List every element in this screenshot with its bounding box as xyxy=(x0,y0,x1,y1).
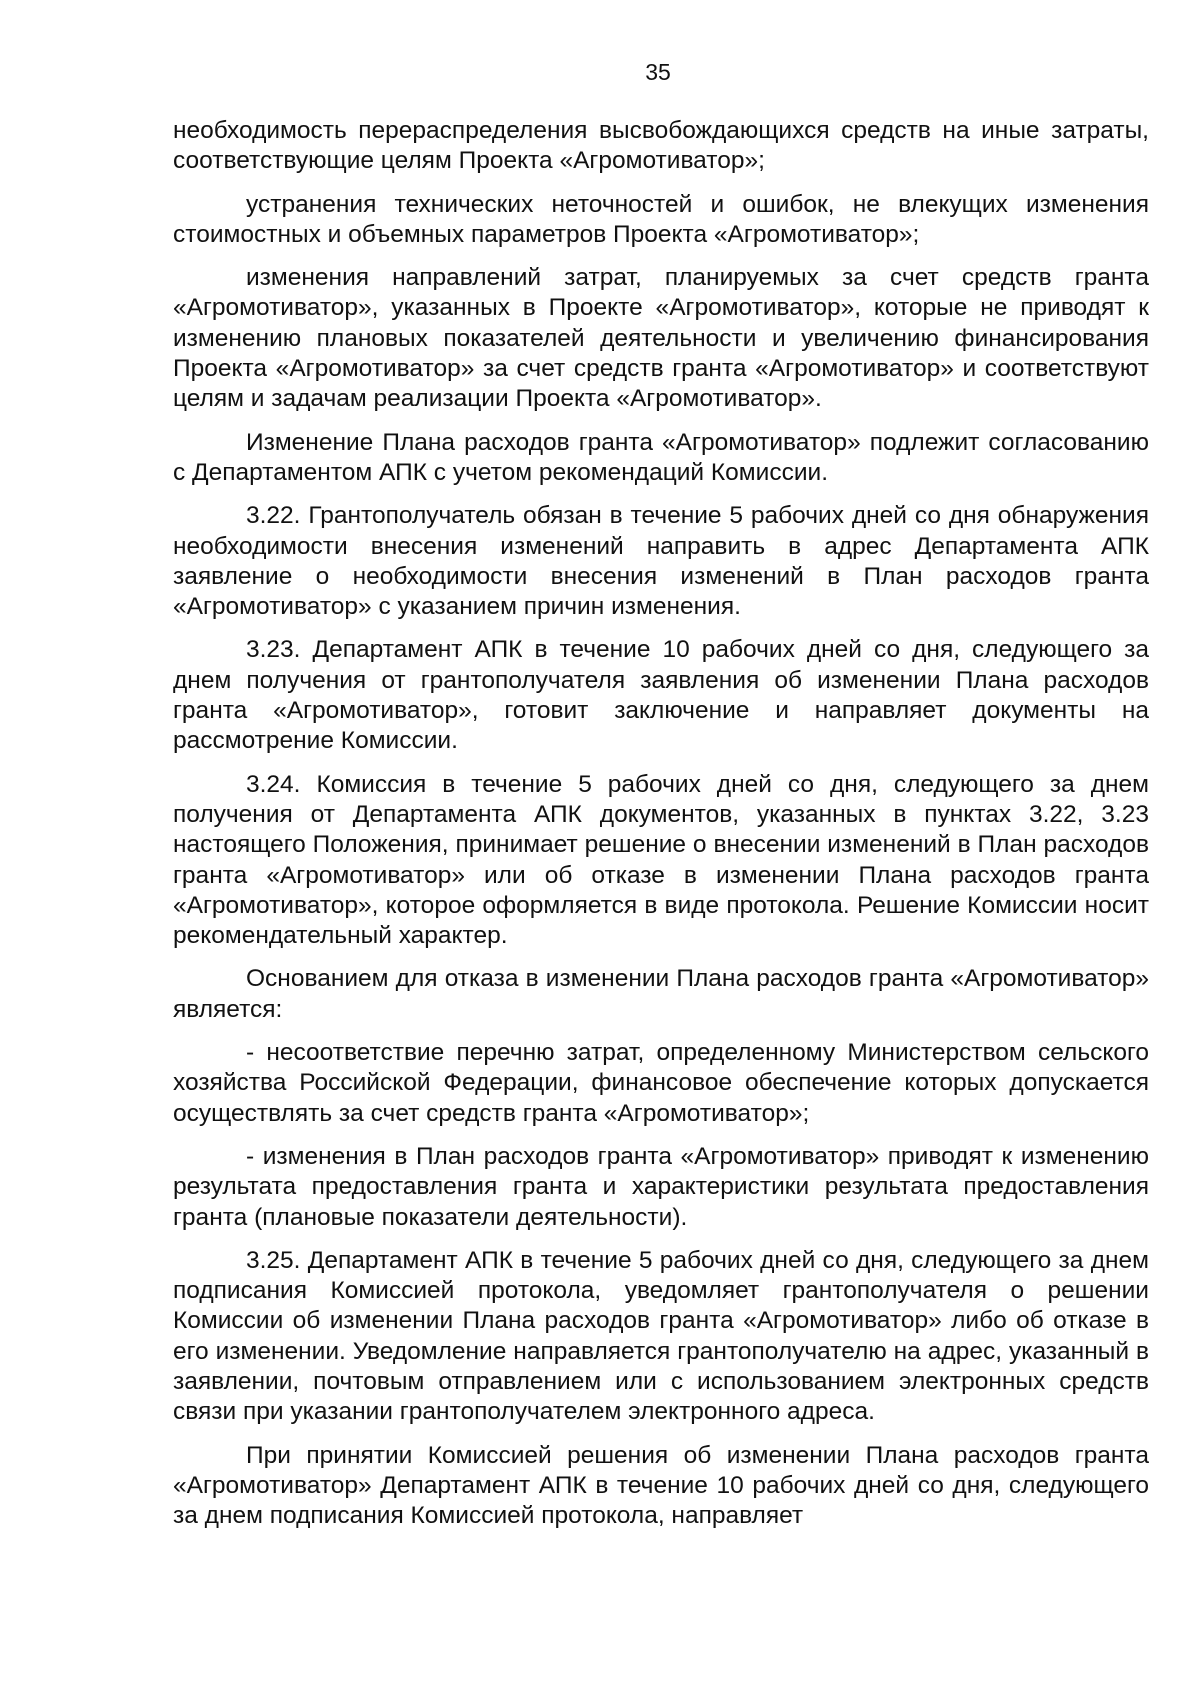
list-item-refusal-2: - изменения в План расходов гранта «Агромотиватор» приводят к изменению результата предоставления гранта и характеристики результата предоставления гранта (плановые показатели деятельности). xyxy=(173,1142,1149,1231)
paragraph-clause-3-24: 3.24. Комиссия в течение 5 рабочих дней со дня, следующего за днем получения от Департамента АПК документов, указанных в пунктах 3.22, 3.23 настоящего Положения, принимает решение о внесении изменений в План расходов гранта «Агромотиватор» или об отказе в изменении Плана расходов гранта «Агромотиватор», которое оформляется в виде протокола. Решение Комиссии носит рекомендательный характер. xyxy=(173,770,1149,950)
list-item-refusal-1: - несоответствие перечню затрат, определенному Министерством сельского хозяйства Российской Федерации, финансовое обеспечение которых допускается осуществлять за счет средств гранта «Агромотиватор»; xyxy=(173,1039,1149,1127)
paragraph-refusal-grounds: Основанием для отказа в изменении Плана расходов гранта «Агромотиватор» является: xyxy=(173,965,1149,1023)
paragraph-1: необходимость перераспределения высвобождающихся средств на иные затраты, соответствующие целям Проекта «Агромотиватор»; xyxy=(173,117,1149,175)
paragraph-4: Изменение Плана расходов гранта «Агромотиватор» подлежит согласованию с Департаментом АПК с учетом рекомендаций Комиссии. xyxy=(173,428,1149,486)
paragraph-clause-3-23: 3.23. Департамент АПК в течение 10 рабочих дней со дня, следующего за днем получения от грантополучателя заявления об изменении Плана расходов гранта «Агромотиватор», готовит заключение и направляет документы на рассмотрение Комиссии. xyxy=(173,636,1149,755)
paragraph-clause-3-22: 3.22. Грантополучатель обязан в течение 5 рабочих дней со дня обнаружения необходимости внесения изменений направить в адрес Департамента АПК заявление о необходимости внесения изменений в План расходов гранта «Агромотиватор» с указанием причин изменения. xyxy=(173,502,1149,621)
paragraph-final: При принятии Комиссией решения об изменении Плана расходов гранта «Агромотиватор» Департамент АПК в течение 10 рабочих дней со дня, следующего за днем подписания Комиссией протокола, направляет xyxy=(173,1441,1149,1530)
paragraph-3: изменения направлений затрат, планируемых за счет средств гранта «Агромотиватор», указанных в Проекте «Агромотиватор», которые не приводят к изменению плановых показателей деятельности и увеличению финансирования Проекта «Агромотиватор» за счет средств гранта «Агромотиватор» и соответствуют целям и задачам реализации Проекта «Агромотиватор». xyxy=(173,264,1149,413)
paragraph-clause-3-25: 3.25. Департамент АПК в течение 5 рабочих дней со дня, следующего за днем подписания Комиссией протокола, уведомляет грантополучателя о решении Комиссии об изменении Плана расходов гранта «Агромотиватор» либо об отказе в его изменении. Уведомление направляется грантополучателю на адрес, указанный в заявлении, почтовым отправлением или с использованием электронных средств связи при указании грантополучателем электронного адреса. xyxy=(173,1246,1149,1426)
page-number: 35 xyxy=(645,59,671,85)
document-body xyxy=(173,116,1149,1531)
paragraph-2: устранения технических неточностей и ошибок, не влекущих изменения стоимостных и объемных параметров Проекта «Агромотиватор»; xyxy=(173,190,1149,248)
